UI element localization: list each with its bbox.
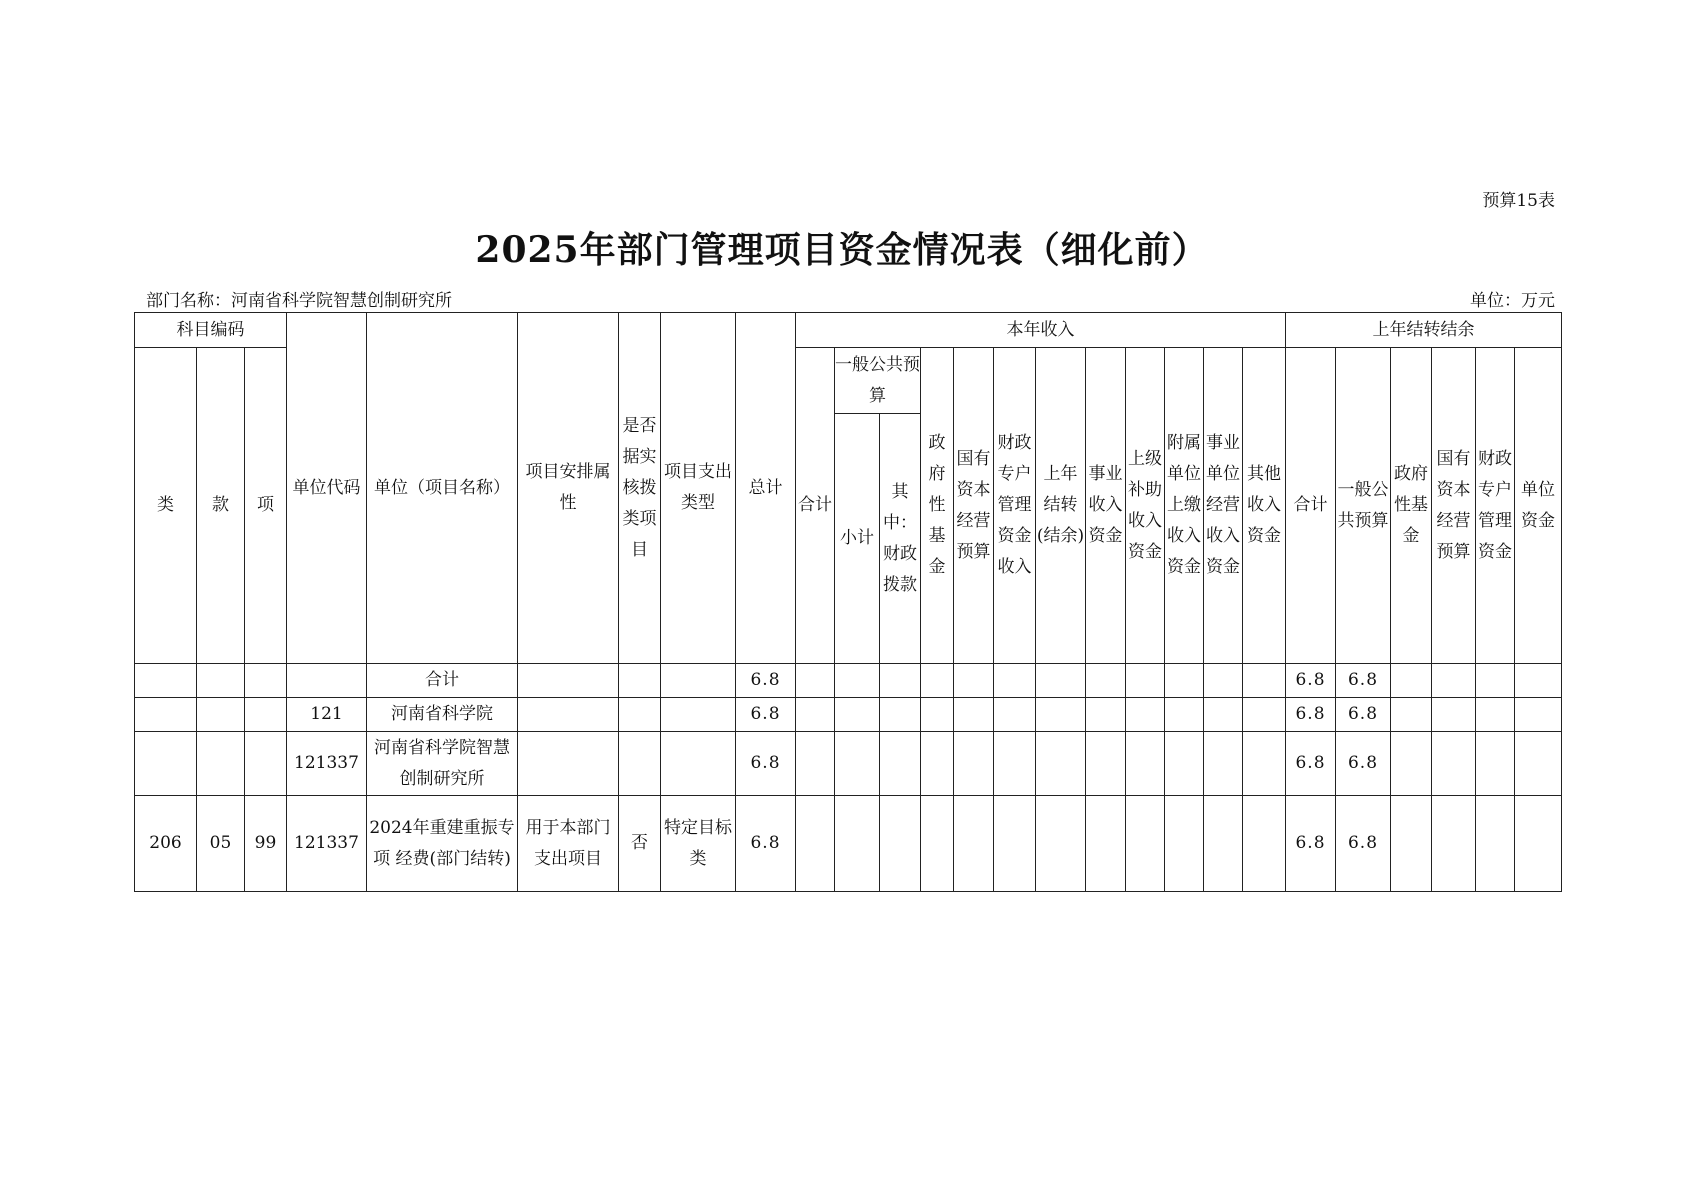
row-pb-total: 6.8 <box>1286 664 1336 698</box>
row-attr <box>518 664 619 698</box>
header-prev-carry: 上年结转(结余) <box>1036 348 1086 664</box>
header-fiscal-special: 财政专户管理资金收入 <box>994 348 1036 664</box>
row-name: 2024年重建重振专项 经费(部门结转) <box>367 796 518 892</box>
header-pb-gov-fund: 政府性基金 <box>1391 348 1432 664</box>
row-verified <box>619 664 661 698</box>
header-gov-fund: 政府性基金 <box>921 348 954 664</box>
row-xiang: 99 <box>245 796 287 892</box>
row-pb-general: 6.8 <box>1336 796 1391 892</box>
row-total: 6.8 <box>736 732 796 796</box>
header-prev-balance: 上年结转结余 <box>1286 313 1562 348</box>
header-pb-total: 合计 <box>1286 348 1336 664</box>
row-attr <box>518 698 619 732</box>
page-title: 2025年部门管理项目资金情况表（细化前） <box>475 229 1209 271</box>
row-type <box>661 664 736 698</box>
header-lei: 类 <box>135 348 197 664</box>
row-kuan <box>197 698 245 732</box>
row-total: 6.8 <box>736 796 796 892</box>
header-unit-name: 单位（项目名称） <box>367 313 518 664</box>
row-code: 121337 <box>287 732 367 796</box>
header-business-income: 事业收入资金 <box>1086 348 1126 664</box>
unit-label: 单位：万元 <box>1470 291 1555 311</box>
row-verified: 否 <box>619 796 661 892</box>
header-superior-subsidy: 上级补助收入资金 <box>1126 348 1165 664</box>
row-pb-general: 6.8 <box>1336 698 1391 732</box>
row-pb-total: 6.8 <box>1286 796 1336 892</box>
row-attr: 用于本部门支出项目 <box>518 796 619 892</box>
form-number: 预算15表 <box>1482 191 1555 211</box>
department-name: 部门名称：河南省科学院智慧创制研究所 <box>146 291 452 311</box>
row-kuan <box>197 732 245 796</box>
row-xiang <box>245 698 287 732</box>
row-type <box>661 698 736 732</box>
header-operating-income: 事业单位经营收入资金 <box>1204 348 1243 664</box>
row-total: 6.8 <box>736 698 796 732</box>
row-verified <box>619 732 661 796</box>
row-xiang <box>245 664 287 698</box>
header-current-income: 本年收入 <box>796 313 1286 348</box>
row-xiang <box>245 732 287 796</box>
row-pb-total: 6.8 <box>1286 698 1336 732</box>
row-type <box>661 732 736 796</box>
table-row <box>135 732 1562 796</box>
row-type: 特定目标类 <box>661 796 736 892</box>
header-kuan: 款 <box>197 348 245 664</box>
header-pb-unit-fund: 单位资金 <box>1515 348 1562 664</box>
row-code: 121337 <box>287 796 367 892</box>
row-total: 6.8 <box>736 664 796 698</box>
row-lei: 206 <box>135 796 197 892</box>
row-lei <box>135 732 197 796</box>
table-row <box>135 796 1562 892</box>
header-pb-state-capital: 国有资本经营预算 <box>1432 348 1476 664</box>
row-pb-total: 6.8 <box>1286 732 1336 796</box>
header-expense-type: 项目支出类型 <box>661 313 736 664</box>
row-pb-general: 6.8 <box>1336 732 1391 796</box>
row-attr <box>518 732 619 796</box>
row-name: 河南省科学院智慧创制研究所 <box>367 732 518 796</box>
row-code <box>287 664 367 698</box>
header-verified: 是否据实核拨类项目 <box>619 313 661 664</box>
header-subtotal: 小计 <box>835 414 880 664</box>
header-total: 总计 <box>736 313 796 664</box>
header-state-capital: 国有资本经营预算 <box>954 348 994 664</box>
row-kuan: 05 <box>197 796 245 892</box>
header-subject-code: 科目编码 <box>135 313 287 348</box>
row-code: 121 <box>287 698 367 732</box>
header-xiang: 项 <box>245 348 287 664</box>
row-pb-general: 6.8 <box>1336 664 1391 698</box>
header-general-budget: 一般公共预算 <box>835 348 921 414</box>
header-pb-fiscal-special: 财政专户管理资金 <box>1476 348 1515 664</box>
table-row <box>135 698 1562 732</box>
header-pb-general: 一般公共预算 <box>1336 348 1391 664</box>
table-row <box>135 664 1562 698</box>
budget-table <box>134 312 1562 892</box>
header-project-attr: 项目安排属性 <box>518 313 619 664</box>
row-verified <box>619 698 661 732</box>
header-of-which-fiscal: 其中：财政拨款 <box>880 414 921 664</box>
header-affiliated-income: 附属单位上缴收入资金 <box>1165 348 1204 664</box>
row-lei <box>135 698 197 732</box>
header-ci-total: 合计 <box>796 348 835 664</box>
row-name: 河南省科学院 <box>367 698 518 732</box>
row-kuan <box>197 664 245 698</box>
row-name: 合计 <box>367 664 518 698</box>
header-other-income: 其他收入资金 <box>1243 348 1286 664</box>
row-lei <box>135 664 197 698</box>
header-unit-code: 单位代码 <box>287 313 367 664</box>
